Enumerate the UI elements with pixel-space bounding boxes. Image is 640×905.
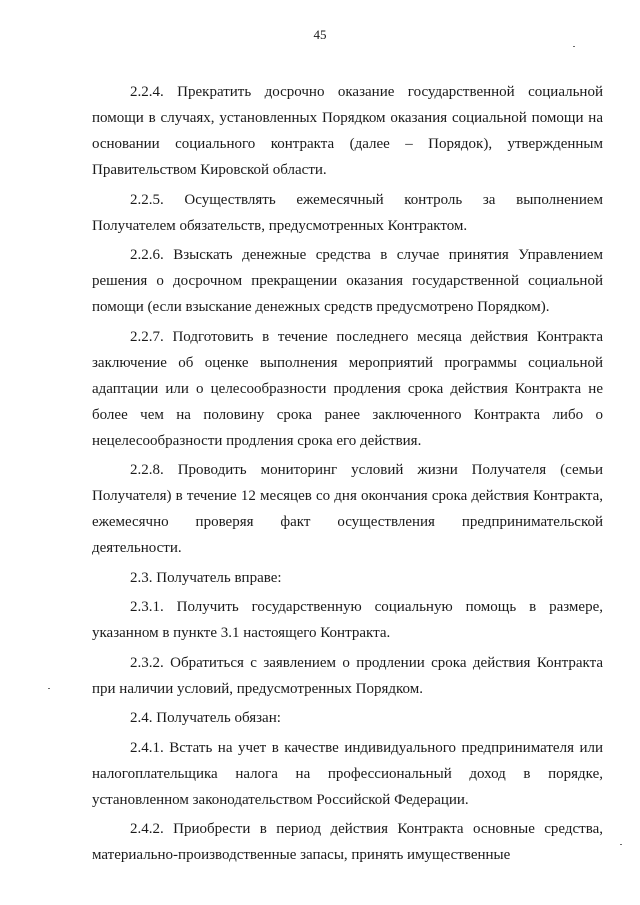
paragraph-2-4-2: 2.4.2. Приобрести в период действия Контракта основные средства, материально-производственные запасы, принять имущественные	[92, 821, 603, 863]
paragraph-2-3-1: 2.3.1. Получить государственную социальную помощь в размере, указанном в пункте 3.1 настоящего Контракта.	[92, 599, 603, 641]
paragraph-2-3-2: 2.3.2. Обратиться с заявлением о продлении срока действия Контракта при наличии условий, предусмотренных Порядком.	[92, 654, 603, 697]
paragraph-2-4-1: 2.4.1. Встать на учет в качестве индивидуального предпринимателя или налогоплательщика налога на профессиональный доход в порядке, установленном законодательством Российской Федерации.	[92, 739, 603, 808]
scan-speck	[573, 46, 575, 47]
paragraph-2-2-7: 2.2.7. Подготовить в течение последнего месяца действия Контракта заключение об оценке выполнения мероприятий программы социальной адаптации или о целесообразности продления срока действия Контракта не более чем на половину срока ранее заключенного Контракта либо о нецелесообразности продления срока его действия.	[92, 328, 603, 449]
paragraph-2-2-6: 2.2.6. Взыскать денежные средства в случае принятия Управлением решения о досрочном прекращении оказания государственной социальной помощи (если взыскание денежных средств предусмотрено Порядком).	[92, 247, 603, 315]
paragraph-2-2-8: 2.2.8. Проводить мониторинг условий жизни Получателя (семьи Получателя) в течение 12 месяцев со дня окончания срока действия Контракта, ежемесячно проверяя факт осуществления предпринимательской деятельности.	[92, 462, 603, 556]
document-body	[92, 79, 603, 868]
section-heading-2-3: 2.3. Получатель вправе:	[130, 569, 282, 586]
scan-speck	[620, 844, 622, 845]
paragraph-2-2-4: 2.2.4. Прекратить досрочно оказание государственной социальной помощи в случаях, установленных Порядком оказания социальной помощи на основании социального контракта (далее – Порядок), утвержденным Правительством Кировской области.	[92, 84, 603, 178]
section-heading-2-4: 2.4. Получатель обязан:	[130, 710, 281, 726]
paragraph-2-2-5: 2.2.5. Осуществлять ежемесячный контроль за выполнением Получателем обязательств, предусмотренных Контрактом.	[92, 191, 603, 234]
page-number: 45	[313, 27, 327, 42]
scan-speck	[48, 688, 50, 689]
